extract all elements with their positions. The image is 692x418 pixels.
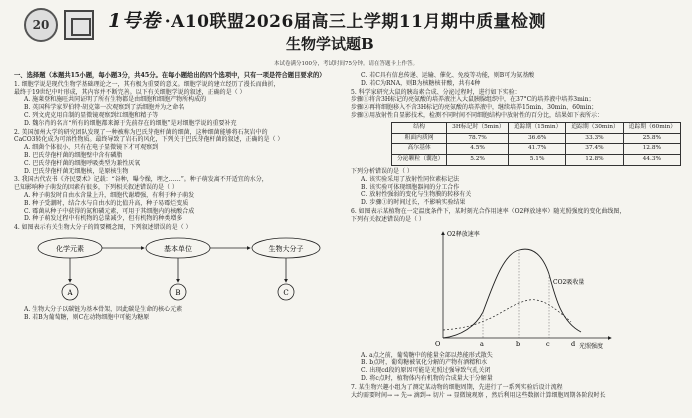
table-header-cell: 结构 [392, 122, 447, 133]
table-cell: 12.8% [566, 155, 623, 166]
option-a: A. 生物大分子以碳链为基本骨架，因此碳是生命的核心元素 [24, 305, 183, 313]
origin-label: O [435, 339, 441, 348]
question-stem-line: 4. 如图表示有关生物大分子的简要概念图，下列叙述错误的是（ ） [14, 224, 192, 232]
exam-title-text: ·A10联盟2026届高三上学期11月期中质量检测 [164, 12, 546, 32]
question-3 [14, 176, 344, 223]
question-stem-line: 2. 美国加州大学的研究团队发现了一种被称为巴氏芽孢杆菌的细菌，这种细菌能够将石灰岩中的 [14, 128, 268, 136]
table-row [392, 155, 681, 166]
option-b: B. 若B为葡萄糖，则C在动物细胞中可能为糖原 [24, 313, 150, 321]
option-a: A. 施莱登和施旺共同证明了所有生物都是由细胞和细胞产物所构成的 [24, 96, 207, 104]
question-stem-line: 最终于19世纪中叶形成，其内容并不断完善。以下有关细胞学说的叙述，正确的是（ ） [14, 88, 246, 96]
table-header-row [392, 122, 681, 133]
table-cell: 37.4% [566, 144, 623, 155]
rate-graph-svg [421, 226, 621, 350]
table-row [392, 144, 681, 155]
node-letter: B [175, 288, 181, 297]
point-label: b [516, 339, 521, 348]
question-stem-line: 大约需要时间→ → 先→ 滴到→ 切片 → 显微镜观察 ，然后利用这些数据计算细胞周期各阶段时长 [351, 391, 606, 399]
option-b: B. 英国科学家罗伯特·胡克第一次观察到了活细胞并为之命名 [24, 104, 185, 112]
section-heading: 一、选择题（本题共15小题，每小题3分，共45分。在每小题给出的四个选项中，只有一项是符合题目要求的） [14, 72, 326, 79]
question-4 [14, 224, 344, 321]
school-logos [24, 8, 100, 50]
option-c: C. 巴氏芽孢杆菌的细胞呼吸类型为兼性厌氧 [24, 159, 141, 167]
question-stem-line: 步骤③用放射性自显影技术，检测不同时间不同细胞结构中放射性的百分比，结果如下表所示： [351, 111, 604, 119]
node-letter: C [283, 288, 289, 297]
point-label: a [480, 339, 484, 348]
question-stem-line: 7. 某生物兴趣小组为了测定某动物的细胞周期，先进行了一系列实验后设计流程 [351, 383, 563, 391]
option-c: C. 出现cd段的原因可能是光照过强导致气孔关闭 [361, 367, 491, 375]
anniversary-logo: 20 [24, 8, 58, 42]
question-prompt: 下列分析错误的是（ ） [351, 167, 413, 175]
option-a: A. 细菌个体很小，只有在电子显微镜下才可观察到 [24, 144, 159, 152]
left-column [14, 72, 344, 322]
option-b: B. 种子受潮时，结合水与自由水的比值升高，种子易霉烂变质 [24, 199, 189, 207]
table-cell: 5.2% [447, 155, 509, 166]
option-d: D. 若C为RNA，则B为核糖核苷酸，共有4种 [361, 79, 481, 87]
y-axis-label: O2释放速率 [447, 230, 480, 238]
option-c: C. 霉菌从种子中获得的氮和磷元素，可用于其细胞内的核酸合成 [24, 207, 195, 215]
table-cell: 41.7% [508, 144, 565, 155]
curve-label: CO2吸收量 [553, 278, 585, 286]
option-a: A. a点之前，葡萄糖中的能量全部以热能形式散失 [361, 351, 493, 359]
option-d: D. 种子萌发过程中有机物的总量减少，但有机物的种类增多 [24, 215, 183, 223]
node-label: 生物大分子 [268, 244, 304, 253]
o2-curve [443, 249, 581, 338]
exam-note: 本试卷满分100分，考试时间75分钟。请在答题卡上作答。 [274, 61, 418, 67]
question-stem-line: 已知影响种子萌发的因素有很多，下列相关叙述错误的是（ ） [14, 184, 178, 192]
option-a: A. 种子萌发时自由水含量上升，细胞代谢增强，有利于种子萌发 [24, 191, 195, 199]
option-b: B. b点时，葡萄糖被氧化分解的产物有酒精和水 [361, 359, 488, 367]
table-cell: 分泌颗粒（囊泡） [392, 155, 447, 166]
point-label: c [546, 339, 550, 348]
right-column [351, 72, 681, 399]
option-a: A. 该实验采用了放射性同位素标记法 [361, 175, 460, 183]
option-d: D. 步骤①的时间过长，不影响实验结果 [361, 199, 466, 207]
table-cell: 高尔基体 [392, 144, 447, 155]
rate-graph [421, 226, 621, 350]
question-2 [14, 129, 344, 176]
table-cell: 36.6% [508, 133, 565, 144]
question-stem-line: 3. 我国古代农书《齐民要术》记载：“谷种，曝令燥，埋之……”。种子萌发离不开适宜的水分， [14, 176, 268, 184]
table-cell: 25.8% [623, 133, 680, 144]
question-stem-line: 步骤②再将细胞移入不含3H标记的亮氨酸的培养液中，继续培养15min、30min、60min； [351, 104, 598, 112]
data-table [391, 122, 681, 166]
question-stem-line: 下列有关叙述错误的是（ ） [351, 215, 425, 223]
node-letter: A [67, 288, 73, 297]
option-c: C. 列文虎克用自制的显微镜观察到红细胞和精子等 [24, 111, 159, 119]
table-cell: 粗面内质网 [392, 133, 447, 144]
exam-title [108, 6, 546, 33]
table-cell: 44.3% [623, 155, 680, 166]
table-row [392, 133, 681, 144]
co2-curve [443, 299, 571, 329]
point-label: d [571, 339, 576, 348]
node-label: 化学元素 [56, 244, 84, 253]
table-cell: 12.8% [623, 144, 680, 155]
option-b: B. 巴氏芽孢杆菌的细胞壁中含有磷脂 [24, 151, 123, 159]
question-stem-line: 6. 如图表示某植物在一定温度条件下，某时刻光合作用速率（O2释放速率）随光照强度的变化曲线图， [351, 207, 626, 215]
exam-subtitle: 生物学试题B [286, 35, 374, 53]
option-b: B. 该实验可体现细胞器间的分工合作 [361, 183, 460, 191]
question-1 [14, 81, 344, 128]
option-c: C. 若C具有信息传递、运输、催化、免疫等功能，则B可为氨基酸 [361, 72, 535, 79]
question-stem-line: CaCO3转化成为可溶性物质。最终导致了岩石的风化，下列关于巴氏芽孢杆菌的叙述，正确的是（ ） [14, 136, 284, 144]
x-axis-label: 光照强度 [579, 342, 604, 350]
table-header-cell: 追踪期（30min） [566, 122, 623, 133]
table-cell: 4.5% [447, 144, 509, 155]
option-c: C. 放射性强弱的变化与生物膜的转移有关 [361, 191, 472, 199]
question-stem-line: 5. 科学家研究大鼠的胰岛素合成、分泌过程时，进行如下实验： [351, 88, 521, 96]
question-5 [351, 89, 681, 207]
option-d: D. 将c点时，植物体内有机物的合成量大于分解量 [361, 374, 493, 382]
question-stem-line: 1. 细胞学说是现代生物学基础理论之一，其有极为重要的意义。细胞学说的建立经历了漫长而曲折， [14, 80, 280, 88]
table-header-cell: 3H标记时（5min） [447, 122, 509, 133]
concept-diagram [28, 234, 328, 304]
concept-diagram-svg [28, 234, 328, 304]
option-d: D. 巴氏芽孢杆菌无细胞核，是原核生物 [24, 167, 129, 175]
table-header-cell: 追踪期（60min） [623, 122, 680, 133]
brand-mark: 1号卷 [108, 10, 161, 32]
table-cell: 78.7% [447, 133, 509, 144]
question-7 [351, 384, 681, 400]
school-emblem-icon [64, 10, 94, 40]
question-6 [351, 208, 681, 383]
table-header-cell: 追踪期（15min） [508, 122, 565, 133]
exam-header [0, 0, 692, 72]
table-cell: 33.3% [566, 133, 623, 144]
table-cell: 5.1% [508, 155, 565, 166]
option-d: D. 魏尔肖的名言“所有的细胞都来源于先前存在的细胞”是对细胞学说的重要补充 [24, 119, 237, 127]
question-stem-line: 步骤①将含3H标记的亮氨酸的培养液注入大鼠胰腺组织中，在37°C的培养液中培养3min； [351, 96, 595, 104]
node-label: 基本单位 [164, 244, 192, 253]
